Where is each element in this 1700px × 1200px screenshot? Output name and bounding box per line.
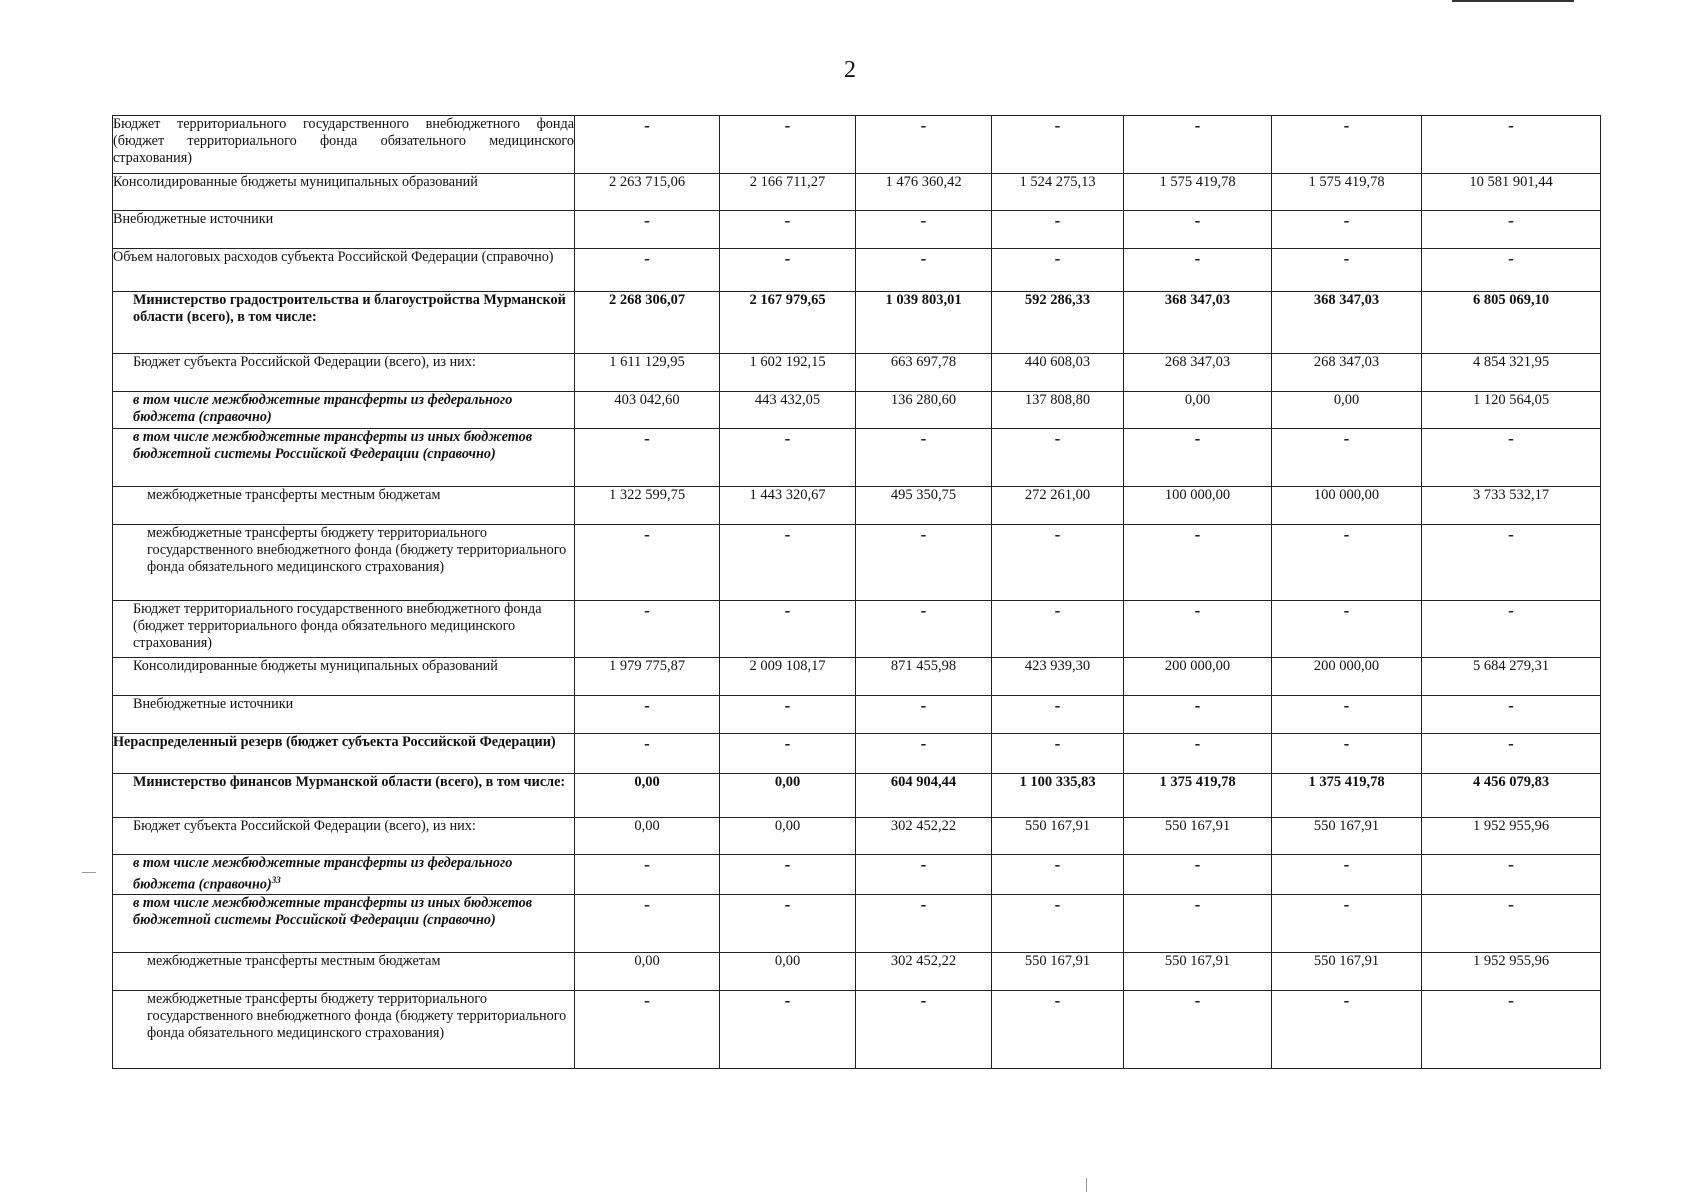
value-cell: - [1272, 600, 1422, 658]
row-label-text: межбюджетные трансферты местным бюджетам [147, 953, 441, 970]
value-cell: 302 452,22 [856, 817, 992, 855]
value-cell: - [992, 600, 1124, 658]
value-cell: - [856, 600, 992, 658]
row-label-text: Внебюджетные источники [133, 695, 294, 712]
value-cell: - [856, 855, 992, 895]
row-label [113, 990, 575, 1068]
row-label-text: в том числе межбюджетные трансферты из иных бюджетов бюджетной системы Российской Федерации (справочно) [133, 429, 533, 463]
value-cell: - [992, 524, 1124, 600]
value-cell: - [856, 116, 992, 174]
value-cell: - [1422, 695, 1601, 733]
value-cell: - [992, 429, 1124, 487]
top-rule [1452, 0, 1574, 2]
value-cell: 1 100 335,83 [992, 774, 1124, 818]
row-label-text: в том числе межбюджетные трансферты из иных бюджетов бюджетной системы Российской Федерации (справочно) [133, 895, 533, 929]
value-cell: - [575, 990, 720, 1068]
value-cell: - [1422, 211, 1601, 249]
value-cell: 550 167,91 [1272, 817, 1422, 855]
value-cell: 1 952 955,96 [1422, 953, 1601, 991]
table-row [113, 733, 1601, 774]
row-label-text: Нераспределенный резерв (бюджет субъекта Российской Федерации) [113, 733, 556, 750]
value-cell: 663 697,78 [856, 354, 992, 392]
value-cell: - [720, 895, 856, 953]
row-label [113, 658, 575, 696]
row-label-text: Министерство градостроительства и благоустройства Мурманской области (всего), в том числе: [133, 292, 566, 326]
value-cell: 6 805 069,10 [1422, 292, 1601, 354]
row-label [113, 733, 575, 774]
value-cell: 2 166 711,27 [720, 173, 856, 211]
value-cell: - [1272, 524, 1422, 600]
value-cell: 200 000,00 [1272, 658, 1422, 696]
value-cell: 272 261,00 [992, 487, 1124, 525]
value-cell: - [1124, 116, 1272, 174]
value-cell: - [1124, 524, 1272, 600]
budget-table [112, 115, 1601, 1069]
row-label [113, 211, 575, 249]
value-cell: 3 733 532,17 [1422, 487, 1601, 525]
value-cell: - [856, 990, 992, 1068]
value-cell: - [1124, 600, 1272, 658]
value-cell: 5 684 279,31 [1422, 658, 1601, 696]
value-cell: - [1422, 990, 1601, 1068]
table-row [113, 817, 1601, 855]
value-cell: 100 000,00 [1124, 487, 1272, 525]
value-cell: 1 476 360,42 [856, 173, 992, 211]
value-cell: - [1124, 429, 1272, 487]
value-cell: - [1272, 895, 1422, 953]
value-cell: - [856, 524, 992, 600]
value-cell: - [1272, 855, 1422, 895]
value-cell: - [720, 429, 856, 487]
table-row [113, 658, 1601, 696]
value-cell: - [856, 248, 992, 292]
value-cell: - [992, 855, 1124, 895]
value-cell: - [992, 248, 1124, 292]
value-cell: - [992, 695, 1124, 733]
value-cell: - [1422, 855, 1601, 895]
value-cell: - [1124, 248, 1272, 292]
value-cell: 440 608,03 [992, 354, 1124, 392]
value-cell: 403 042,60 [575, 391, 720, 429]
value-cell: - [992, 990, 1124, 1068]
table-row [113, 774, 1601, 818]
value-cell: 268 347,03 [1124, 354, 1272, 392]
row-label [113, 292, 575, 354]
value-cell: 1 611 129,95 [575, 354, 720, 392]
row-label-text: межбюджетные трансферты бюджету территориального государственного внебюджетного фонда (бюджету территориального фонда обязательного медицинского страхования) [147, 990, 567, 1041]
value-cell: 368 347,03 [1124, 292, 1272, 354]
table-row [113, 855, 1601, 895]
value-cell: - [1422, 248, 1601, 292]
table-row [113, 248, 1601, 292]
row-label-text: в том числе межбюджетные трансферты из федерального бюджета (справочно) [133, 391, 513, 425]
value-cell: - [1272, 695, 1422, 733]
row-label [113, 248, 575, 292]
row-label-text: Бюджет территориального государственного внебюджетного фонда (бюджет территориального фонда обязательного медицинского страхования) [133, 600, 542, 651]
value-cell: 2 263 715,06 [575, 173, 720, 211]
value-cell: - [720, 600, 856, 658]
value-cell: - [1272, 211, 1422, 249]
value-cell: - [856, 733, 992, 774]
table-row [113, 292, 1601, 354]
page-number: 2 [844, 57, 856, 83]
value-cell: 1 979 775,87 [575, 658, 720, 696]
row-label [113, 173, 575, 211]
value-cell: - [575, 116, 720, 174]
row-label [113, 817, 575, 855]
table-row [113, 429, 1601, 487]
value-cell: - [720, 990, 856, 1068]
value-cell: - [856, 895, 992, 953]
value-cell: 2 167 979,65 [720, 292, 856, 354]
table-row [113, 116, 1601, 174]
value-cell: 302 452,22 [856, 953, 992, 991]
value-cell: - [1272, 990, 1422, 1068]
value-cell: - [575, 855, 720, 895]
value-cell: 2 268 306,07 [575, 292, 720, 354]
value-cell: - [1272, 248, 1422, 292]
row-label-text: Бюджет субъекта Российской Федерации (всего), из них: [133, 817, 476, 834]
table-row [113, 524, 1601, 600]
row-label [113, 855, 575, 895]
table-row [113, 354, 1601, 392]
value-cell: - [575, 211, 720, 249]
value-cell: - [720, 524, 856, 600]
value-cell: - [575, 248, 720, 292]
value-cell: - [1422, 600, 1601, 658]
table-row [113, 600, 1601, 658]
value-cell: 2 009 108,17 [720, 658, 856, 696]
value-cell: 0,00 [720, 817, 856, 855]
value-cell: - [575, 600, 720, 658]
value-cell: - [1422, 429, 1601, 487]
row-label [113, 774, 575, 818]
value-cell: - [1272, 429, 1422, 487]
value-cell: 137 808,80 [992, 391, 1124, 429]
value-cell: 1 120 564,05 [1422, 391, 1601, 429]
row-label-text: Объем налоговых расходов субъекта Российской Федерации (справочно) [113, 248, 554, 265]
value-cell: - [1422, 895, 1601, 953]
value-cell: 423 939,30 [992, 658, 1124, 696]
value-cell: 550 167,91 [1272, 953, 1422, 991]
value-cell: - [720, 116, 856, 174]
value-cell: - [992, 116, 1124, 174]
value-cell: 871 455,98 [856, 658, 992, 696]
table-row [113, 173, 1601, 211]
value-cell: 592 286,33 [992, 292, 1124, 354]
value-cell: 10 581 901,44 [1422, 173, 1601, 211]
row-label [113, 895, 575, 953]
row-label-text: межбюджетные трансферты местным бюджетам [147, 487, 441, 504]
value-cell: 0,00 [720, 953, 856, 991]
row-label-text: Консолидированные бюджеты муниципальных образований [133, 658, 498, 675]
value-cell: 550 167,91 [1124, 953, 1272, 991]
value-cell: 1 375 419,78 [1124, 774, 1272, 818]
value-cell: 4 456 079,83 [1422, 774, 1601, 818]
value-cell: 0,00 [575, 817, 720, 855]
value-cell: - [720, 248, 856, 292]
value-cell: - [1124, 211, 1272, 249]
value-cell: 0,00 [1124, 391, 1272, 429]
value-cell: - [992, 211, 1124, 249]
footnote-ref: 33 [271, 875, 281, 886]
value-cell: - [575, 695, 720, 733]
value-cell: 550 167,91 [992, 953, 1124, 991]
table-row [113, 895, 1601, 953]
value-cell: - [720, 695, 856, 733]
value-cell: 443 432,05 [720, 391, 856, 429]
table-row [113, 953, 1601, 991]
row-label-text: Министерство финансов Мурманской области (всего), в том числе: [133, 774, 566, 791]
row-label [113, 354, 575, 392]
value-cell: 1 575 419,78 [1124, 173, 1272, 211]
row-label [113, 116, 575, 174]
row-label-text: Бюджет территориального государственного внебюджетного фонда (бюджет территориального фонда обязательного медицинского страхования) [113, 116, 574, 166]
value-cell: - [1272, 116, 1422, 174]
table-row [113, 487, 1601, 525]
row-label [113, 953, 575, 991]
left-margin-mark [82, 872, 96, 873]
value-cell: 604 904,44 [856, 774, 992, 818]
row-label [113, 600, 575, 658]
value-cell: - [856, 695, 992, 733]
value-cell: - [856, 211, 992, 249]
value-cell: 1 375 419,78 [1272, 774, 1422, 818]
value-cell: 1 524 275,13 [992, 173, 1124, 211]
row-label [113, 391, 575, 429]
value-cell: 1 039 803,01 [856, 292, 992, 354]
value-cell: 0,00 [575, 774, 720, 818]
value-cell: - [575, 733, 720, 774]
value-cell: - [1422, 733, 1601, 774]
table-body [113, 116, 1601, 1069]
value-cell: - [720, 733, 856, 774]
value-cell: - [1272, 733, 1422, 774]
row-label [113, 695, 575, 733]
value-cell: 1 952 955,96 [1422, 817, 1601, 855]
value-cell: - [992, 895, 1124, 953]
table-row [113, 695, 1601, 733]
value-cell: - [575, 429, 720, 487]
value-cell: - [575, 895, 720, 953]
value-cell: 268 347,03 [1272, 354, 1422, 392]
value-cell: 0,00 [575, 953, 720, 991]
value-cell: 1 443 320,67 [720, 487, 856, 525]
value-cell: - [1124, 895, 1272, 953]
table-row [113, 211, 1601, 249]
value-cell: - [1422, 524, 1601, 600]
value-cell: 550 167,91 [1124, 817, 1272, 855]
value-cell: 100 000,00 [1272, 487, 1422, 525]
row-label [113, 524, 575, 600]
value-cell: - [1124, 990, 1272, 1068]
row-label [113, 429, 575, 487]
table-row [113, 391, 1601, 429]
value-cell: - [856, 429, 992, 487]
row-label-text: Бюджет субъекта Российской Федерации (всего), из них: [133, 354, 476, 371]
value-cell: 368 347,03 [1272, 292, 1422, 354]
value-cell: - [1124, 695, 1272, 733]
value-cell: 1 322 599,75 [575, 487, 720, 525]
bottom-margin-mark [1086, 1178, 1087, 1192]
value-cell: 495 350,75 [856, 487, 992, 525]
value-cell: - [1124, 733, 1272, 774]
row-label [113, 487, 575, 525]
value-cell: - [992, 733, 1124, 774]
value-cell: 550 167,91 [992, 817, 1124, 855]
row-label-text: Внебюджетные источники [113, 211, 274, 228]
row-label-text: Консолидированные бюджеты муниципальных образований [113, 173, 478, 190]
value-cell: 136 280,60 [856, 391, 992, 429]
value-cell: 0,00 [720, 774, 856, 818]
value-cell: 1 575 419,78 [1272, 173, 1422, 211]
value-cell: - [720, 855, 856, 895]
value-cell: 200 000,00 [1124, 658, 1272, 696]
value-cell: 4 854 321,95 [1422, 354, 1601, 392]
value-cell: 0,00 [1272, 391, 1422, 429]
row-label-text: в том числе межбюджетные трансферты из федерального бюджета (справочно) [133, 855, 513, 893]
row-label-text: межбюджетные трансферты бюджету территориального государственного внебюджетного фонда (бюджету территориального фонда обязательного медицинского страхования) [147, 524, 567, 575]
table-row [113, 990, 1601, 1068]
value-cell: - [575, 524, 720, 600]
value-cell: - [1422, 116, 1601, 174]
value-cell: - [720, 211, 856, 249]
value-cell: 1 602 192,15 [720, 354, 856, 392]
value-cell: - [1124, 855, 1272, 895]
